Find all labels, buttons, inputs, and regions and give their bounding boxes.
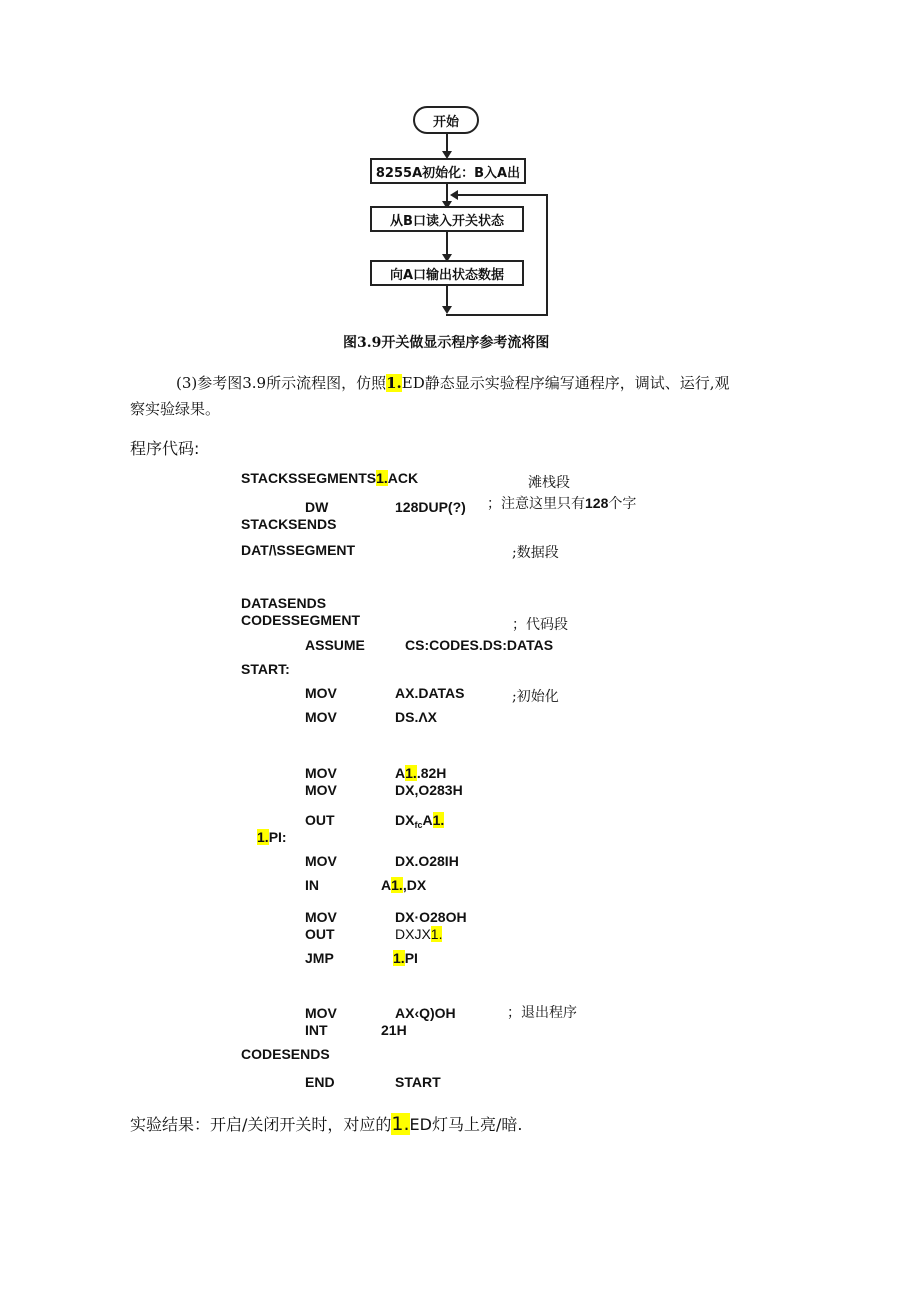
flow-step-init [370, 158, 526, 184]
highlight: 1. [376, 470, 388, 486]
code-label-start: START: [241, 661, 290, 677]
code-arg [395, 812, 444, 830]
code-label: 程序代码: [130, 439, 200, 458]
code-token: A [422, 812, 433, 828]
code-comment: ；代码段 [512, 617, 568, 633]
highlight: 1. [257, 829, 269, 845]
intro-line-2: 察实验绿果。 [130, 400, 221, 418]
code-arg [381, 877, 426, 893]
code-line: DAT/\SSEGMENT [241, 542, 356, 558]
flow-step-output [370, 260, 524, 286]
result-text: ED灯马上亮/暗. [409, 1115, 523, 1134]
highlight: 1. [391, 877, 403, 893]
code-arg: DX.O28IH [395, 853, 459, 869]
code-token: PI [404, 950, 418, 966]
code-arg [395, 926, 442, 942]
flow-start-terminal [413, 106, 479, 134]
code-op: MOV [305, 1005, 337, 1021]
code-op: JMP [305, 950, 334, 966]
code-token: .82H [416, 765, 447, 781]
highlight: 1. [386, 374, 402, 392]
code-comment: ；退出程序 [507, 1005, 577, 1021]
code-line: CODESSEGMENT [241, 612, 361, 628]
code-token: A [395, 765, 406, 781]
code-token: DX [395, 812, 415, 828]
highlight: 1. [405, 765, 417, 781]
intro-text: (3)参考图3.9所示流程图，仿照 [176, 374, 387, 392]
flow-loop-right [546, 194, 548, 316]
code-arg: 21H [381, 1022, 407, 1038]
code-op: OUT [305, 926, 335, 942]
code-arg: START [395, 1074, 441, 1090]
code-op: MOV [305, 685, 337, 701]
code-op: OUT [305, 812, 335, 828]
code-comment: ;初始化 [512, 689, 559, 705]
flow-loop-bottom [446, 314, 548, 316]
code-op: MOV [305, 782, 337, 798]
code-op: MOV [305, 909, 337, 925]
comment-text: ；注意这里只有 [487, 496, 585, 512]
code-comment [487, 493, 636, 513]
code-line: CODESENDS [241, 1046, 330, 1062]
code-line: STACKSENDS [241, 516, 337, 532]
code-token: DXJX [395, 926, 431, 942]
flow-step-init-label: 8255A初始化：B入A出 [375, 165, 521, 181]
code-token: STACKSSEGMENTS [241, 470, 377, 486]
code-op: DW [305, 499, 329, 515]
flow-start-label: 开始 [432, 114, 459, 130]
comment-text: 128 [585, 495, 609, 511]
code-op: INT [305, 1022, 328, 1038]
code-comment: 滩栈段 [528, 475, 570, 491]
code-op: IN [305, 877, 319, 893]
code-token: ,DX [402, 877, 427, 893]
flow-loop-top [456, 194, 548, 196]
code-token: A [381, 877, 392, 893]
code-token: PI: [268, 829, 287, 845]
highlight: 1. [393, 950, 405, 966]
highlight: 1. [391, 1113, 410, 1135]
highlight: 1. [430, 926, 443, 942]
flow-arrow [442, 306, 452, 314]
code-token: ACK [387, 470, 419, 486]
code-token: fc [414, 820, 423, 830]
code-op: MOV [305, 765, 337, 781]
code-arg: DS.ΛX [395, 709, 438, 725]
code-arg: DX,O283H [395, 782, 463, 798]
result-line [130, 1112, 522, 1135]
intro-line-1 [176, 372, 730, 393]
highlight: 1. [432, 812, 445, 828]
code-line: DATASENDS [241, 595, 327, 611]
code-op: ASSUME [305, 637, 365, 653]
code-line [241, 470, 418, 486]
code-arg: CS:CODES.DS:DATAS [405, 637, 554, 653]
code-arg: DX·O28OH [395, 909, 467, 925]
flow-step-read [370, 206, 524, 232]
flow-connector [446, 286, 448, 308]
code-arg: AX‹Q)OH [395, 1005, 456, 1021]
intro-text: ED静态显示实验程序编写通程序，调试、运行,观 [401, 374, 730, 392]
code-arg [393, 950, 418, 966]
flow-loop-arrow [450, 190, 458, 200]
code-op: MOV [305, 709, 337, 725]
figure-caption: 图3.9开关做显示程序参考流将图 [343, 335, 550, 351]
result-text: 实验结果：开启/关闭开关时，对应的 [130, 1115, 392, 1134]
comment-text: 个字 [608, 496, 637, 512]
code-label-lpi [257, 829, 287, 845]
code-op: END [305, 1074, 335, 1090]
code-arg [395, 765, 446, 781]
code-op: MOV [305, 853, 337, 869]
code-arg: 128DUP(?) [395, 499, 466, 515]
code-comment: ;数据段 [512, 545, 559, 561]
flow-step-output-label: 向A口输出状态数据 [389, 267, 505, 283]
code-arg: AX.DATAS [395, 685, 465, 701]
flow-step-read-label: 从B口读入开关状态 [390, 213, 504, 229]
